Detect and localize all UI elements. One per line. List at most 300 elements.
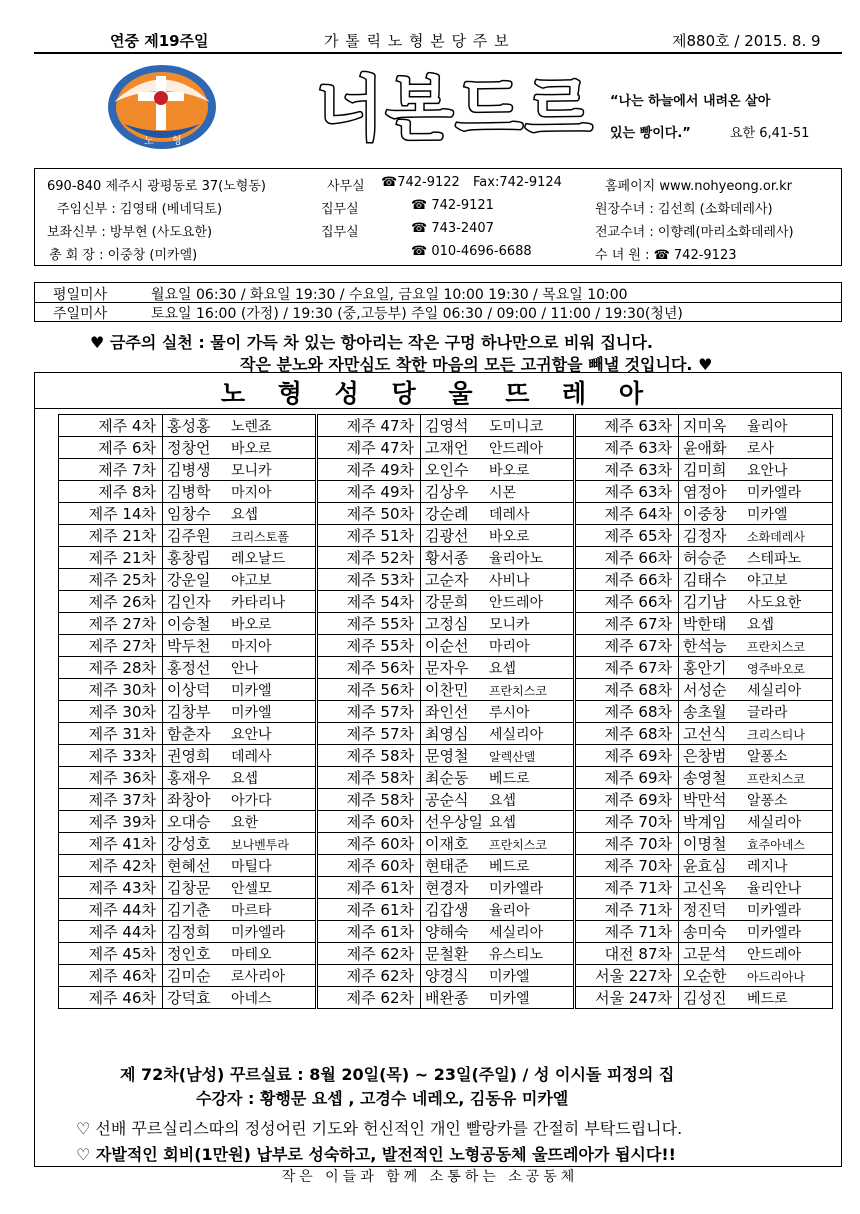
member-name: 공순식 [425,791,469,809]
member-cohort: 제주 27차 [59,635,163,657]
parish-logo [104,62,220,152]
member-name-cell [679,525,833,547]
member-name-cell [679,569,833,591]
member-name-cell [421,569,575,591]
member-cohort: 제주 28차 [59,657,163,679]
cursillo-notice: 제 72차(남성) 꾸르실료 : 8월 20일(목) ~ 23일(주일) / 성 이시돌 피정의 집 [120,1065,675,1084]
member-name: 송초월 [683,703,727,721]
member-cohort: 제주 42차 [59,855,163,877]
member-name-cell [679,877,833,899]
member-name-cell [421,481,575,503]
member-cohort: 제주 60차 [317,855,421,877]
member-cohort: 대전 87차 [575,943,679,965]
member-cohort: 제주 71차 [575,899,679,921]
table-row [59,415,833,437]
member-cohort: 제주 69차 [575,789,679,811]
member-cohort: 제주 52차 [317,547,421,569]
member-name-cell [163,833,317,855]
member-baptismal-name: 사비나 [489,573,530,589]
member-name: 최순동 [425,769,469,787]
member-baptismal-name: 유스티노 [489,947,544,963]
member-cohort: 제주 63차 [575,437,679,459]
member-baptismal-name: 알렉산델 [489,750,536,764]
member-name: 박계임 [683,813,727,831]
table-row [59,855,833,877]
member-name: 고정심 [425,615,469,633]
member-name-cell [679,657,833,679]
logo-text-left: 노 [144,136,154,147]
member-cohort: 제주 55차 [317,613,421,635]
weekly-practice-line1: ♥ 금주의 실천 : 물이 가득 차 있는 항아리는 작은 구멍 하나만으로 비워 집니다. [90,333,653,352]
member-name-cell [679,767,833,789]
mass-schedule [34,282,842,322]
footer-motto: 작은 이들과 함께 소통하는 소공동체 [281,1169,579,1185]
member-name: 윤애화 [683,439,727,457]
member-baptismal-name: 마지아 [231,485,272,501]
member-name-cell [163,877,317,899]
sunday-mass-times: 토요일 16:00 (가정) / 19:30 (중,고등부) 주일 06:30 / 09:00 / 11:00 / 19:30(청년) [151,306,683,322]
table-row [59,635,833,657]
member-name-cell [679,415,833,437]
member-baptismal-name: 글라라 [747,705,788,721]
member-cohort: 제주 64차 [575,503,679,525]
member-cohort: 제주 51차 [317,525,421,547]
member-name: 선우상일 [425,813,483,831]
sunday-mass-row [35,302,841,321]
member-name: 이승철 [167,615,211,633]
member-cohort: 제주 68차 [575,701,679,723]
member-name-cell [163,745,317,767]
member-name: 고순자 [425,571,469,589]
member-name: 홍재우 [167,769,211,787]
member-cohort: 제주 21차 [59,525,163,547]
member-cohort: 제주 58차 [317,745,421,767]
member-baptismal-name: 요셉 [489,793,517,809]
member-baptismal-name: 세실리아 [489,727,544,743]
member-name-cell [679,701,833,723]
member-cohort: 제주 58차 [317,789,421,811]
member-name: 정인호 [167,945,211,963]
member-name-cell [679,459,833,481]
member-baptismal-name: 요안나 [747,463,788,479]
member-name-cell [421,965,575,987]
member-baptismal-name: 바오로 [231,441,272,457]
weekday-mass-times: 월요일 06:30 / 화요일 19:30 / 수요일, 금요일 10:00 19:30 / 목요일 10:00 [151,287,628,303]
member-cohort: 제주 63차 [575,415,679,437]
member-name-cell [421,503,575,525]
member-cohort: 제주 67차 [575,635,679,657]
member-baptismal-name: 요셉 [231,771,259,787]
member-baptismal-name: 프란치스코 [489,684,547,698]
quote-line2: 있는 빵이다.” [610,126,691,141]
member-name: 홍창립 [167,549,211,567]
member-name: 김인자 [167,593,211,611]
member-baptismal-name: 도미니코 [489,419,544,435]
member-cohort: 제주 68차 [575,679,679,701]
member-name: 홍안기 [683,659,727,677]
member-name-cell [163,591,317,613]
member-name-cell [421,987,575,1009]
member-name-cell [163,657,317,679]
member-name-cell [421,767,575,789]
member-name-cell [679,591,833,613]
member-cohort: 제주 4차 [59,415,163,437]
table-row [59,877,833,899]
member-cohort: 제주 37차 [59,789,163,811]
member-name-cell [163,635,317,657]
member-baptismal-name: 요한 [231,815,259,831]
member-name-cell [163,613,317,635]
member-name-cell [421,415,575,437]
table-row [59,437,833,459]
member-cohort: 제주 66차 [575,547,679,569]
member-cohort: 제주 63차 [575,481,679,503]
member-cohort: 제주 62차 [317,987,421,1009]
member-name: 박두천 [167,637,211,655]
weekly-practice-line2: 작은 분노와 자만심도 착한 마음의 모든 고귀함을 빼낼 것입니다. ♥ [240,355,713,374]
table-row [59,899,833,921]
member-cohort: 제주 71차 [575,877,679,899]
member-name-cell [679,965,833,987]
member-name-cell [421,745,575,767]
member-name: 박만석 [683,791,727,809]
member-name-cell [421,899,575,921]
member-name: 홍성홍 [167,417,211,435]
member-cohort: 제주 39차 [59,811,163,833]
pastor: 주임신부 : 김영태 (베네딕토) [57,202,223,217]
member-name: 염정아 [683,483,727,501]
table-row [59,987,833,1009]
member-baptismal-name: 크리스토폴 [231,530,289,544]
member-name-cell [679,833,833,855]
member-name-cell [163,965,317,987]
member-baptismal-name: 노렌죠 [231,419,272,435]
dues-notice: ♡ 자발적인 회비(1만원) 납부로 성숙하고, 발전적인 노형공동체 울뜨레아가 됩시다!! [76,1145,676,1164]
member-name: 김정희 [167,923,211,941]
member-name: 이찬민 [425,681,469,699]
member-name-cell [421,613,575,635]
mission-sister: 전교수녀 : 이향례(마리소화데레사) [595,225,794,240]
member-name-cell [679,899,833,921]
member-cohort: 제주 8차 [59,481,163,503]
member-name-cell [421,921,575,943]
member-name: 강문희 [425,593,469,611]
member-baptismal-name: 루시아 [489,705,530,721]
member-cohort: 제주 70차 [575,855,679,877]
member-name: 문철환 [425,945,469,963]
top-header [34,30,842,52]
member-baptismal-name: 세실리아 [747,815,802,831]
member-cohort: 제주 58차 [317,767,421,789]
assistant-priest: 보좌신부 : 방부현 (사도요한) [47,225,213,240]
masthead-title: 너본드르 [316,68,595,150]
member-name-cell [679,745,833,767]
member-name-cell [163,943,317,965]
homepage: 홈페이지 www.nohyeong.or.kr [605,179,793,194]
member-cohort: 제주 33차 [59,745,163,767]
member-name: 권영희 [167,747,211,765]
member-cohort: 제주 66차 [575,591,679,613]
title-rule [34,408,842,409]
council-chair: 총 회 장 : 이중창 (미카엘) [49,248,198,263]
member-baptismal-name: 세실리아 [747,683,802,699]
member-name: 정진덕 [683,901,727,919]
head-sister: 원장수녀 : 김선희 (소화데레사) [595,202,773,217]
member-baptismal-name: 미카엘 [231,705,272,721]
member-name-cell [163,437,317,459]
logo-text-right: 형 [172,136,182,147]
chair-phone: ☎ 010-4696-6688 [411,244,532,259]
member-cohort: 제주 63차 [575,459,679,481]
member-name-cell [163,569,317,591]
member-name-cell [421,855,575,877]
member-baptismal-name: 율리아 [489,903,530,919]
member-cohort: 제주 45차 [59,943,163,965]
member-name: 오순한 [683,967,727,985]
member-name: 홍정선 [167,659,211,677]
member-baptismal-name: 요안나 [231,727,272,743]
member-cohort: 제주 7차 [59,459,163,481]
member-name: 김상우 [425,483,469,501]
member-name: 김미순 [167,967,211,985]
member-name-cell [421,591,575,613]
member-name: 김미희 [683,461,727,479]
member-name: 김창부 [167,703,211,721]
member-name: 김태수 [683,571,727,589]
member-cohort: 제주 46차 [59,965,163,987]
member-name-cell [421,833,575,855]
member-baptismal-name: 알퐁소 [747,793,788,809]
member-baptismal-name: 안드레아 [489,441,544,457]
member-name: 오대승 [167,813,211,831]
assistant-phone: ☎ 743-2407 [411,221,494,236]
member-baptismal-name: 요셉 [489,815,517,831]
member-baptismal-name: 요셉 [231,507,259,523]
member-name-cell [421,679,575,701]
member-name: 좌인선 [425,703,469,721]
member-name-cell [421,437,575,459]
member-name-cell [163,723,317,745]
table-row [59,811,833,833]
member-name-cell [421,525,575,547]
member-cohort: 제주 62차 [317,943,421,965]
table-row [59,657,833,679]
member-baptismal-name: 미카엘라 [747,903,802,919]
member-name-cell [679,921,833,943]
sunday-mass-label: 주일미사 [53,306,108,322]
member-baptismal-name: 알퐁소 [747,749,788,765]
member-cohort: 제주 55차 [317,635,421,657]
member-name: 한석능 [683,637,727,655]
member-cohort: 제주 67차 [575,613,679,635]
rectory2-label: 집무실 [321,225,359,240]
member-cohort: 제주 25차 [59,569,163,591]
member-baptismal-name: 안나 [231,661,259,677]
member-cohort: 제주 69차 [575,745,679,767]
member-cohort: 제주 60차 [317,833,421,855]
member-cohort: 제주 44차 [59,899,163,921]
trainees-notice: 수강자 : 황행문 요셉 , 고경수 네레오, 김동유 미카엘 [196,1089,569,1108]
table-row [59,789,833,811]
ultreya-members-table [58,414,833,1009]
member-name: 김영석 [425,417,469,435]
member-baptismal-name: 야고보 [747,573,788,589]
member-name-cell [421,723,575,745]
member-baptismal-name: 베드로 [489,859,530,875]
member-name: 임창수 [167,505,211,523]
member-baptismal-name: 효주아네스 [747,838,805,852]
member-cohort: 제주 57차 [317,701,421,723]
convent: 수 녀 원 : ☎ 742-9123 [595,248,737,263]
table-row [59,701,833,723]
member-name: 고신옥 [683,879,727,897]
member-name: 양경식 [425,967,469,985]
member-name: 강덕효 [167,989,211,1007]
member-baptismal-name: 베드로 [747,991,788,1007]
prayer-request: ♡ 선배 꾸르실리스따의 정성어린 기도와 헌신적인 개인 빨랑카를 간절히 부탁드립니다. [76,1119,683,1138]
member-baptismal-name: 보나벤투라 [231,838,289,852]
weekday-mass-label: 평일미사 [53,287,108,303]
member-baptismal-name: 안드레아 [489,595,544,611]
member-baptismal-name: 미카엘라 [231,925,286,941]
table-row [59,767,833,789]
member-baptismal-name: 로사 [747,441,775,457]
member-name: 김성진 [683,989,727,1007]
member-cohort: 제주 31차 [59,723,163,745]
member-name-cell [679,547,833,569]
member-baptismal-name: 마테오 [231,947,272,963]
table-row [59,921,833,943]
member-cohort: 제주 26차 [59,591,163,613]
weekday-mass-row [35,283,841,303]
member-baptismal-name: 안드레아 [747,947,802,963]
member-name: 은창범 [683,747,727,765]
address: 690-840 제주시 광평동로 37(노형동) [47,179,266,194]
member-name-cell [163,525,317,547]
member-baptismal-name: 요셉 [747,617,775,633]
member-baptismal-name: 마틸다 [231,859,272,875]
header-rule [34,52,842,54]
member-cohort: 제주 44차 [59,921,163,943]
fax-number: Fax:742-9124 [473,175,562,190]
member-name-cell [163,459,317,481]
member-baptismal-name: 아드리아나 [747,970,805,984]
member-name-cell [679,943,833,965]
member-name-cell [163,547,317,569]
member-cohort: 제주 60차 [317,811,421,833]
table-row [59,723,833,745]
member-cohort: 제주 65차 [575,525,679,547]
member-name-cell [421,943,575,965]
member-cohort: 제주 61차 [317,877,421,899]
member-baptismal-name: 아가다 [231,793,272,809]
member-baptismal-name: 카타리나 [231,595,286,611]
member-baptismal-name: 모니카 [489,617,530,633]
member-name: 강운일 [167,571,211,589]
member-cohort: 서울 247차 [575,987,679,1009]
member-cohort: 제주 66차 [575,569,679,591]
member-name: 윤효심 [683,857,727,875]
member-cohort: 제주 50차 [317,503,421,525]
member-name: 정창언 [167,439,211,457]
member-cohort: 제주 56차 [317,679,421,701]
member-name: 이재호 [425,835,469,853]
member-name: 김기춘 [167,901,211,919]
member-name-cell [163,701,317,723]
member-baptismal-name: 율리아노 [489,551,544,567]
table-row [59,679,833,701]
member-cohort: 제주 46차 [59,987,163,1009]
member-baptismal-name: 아네스 [231,991,272,1007]
member-name-cell [421,811,575,833]
member-baptismal-name: 프란치스코 [747,640,805,654]
member-baptismal-name: 영주바오로 [747,662,805,676]
member-name-cell [679,723,833,745]
member-name: 김병학 [167,483,211,501]
member-name: 이중창 [683,505,727,523]
member-name-cell [679,789,833,811]
member-name-cell [679,503,833,525]
member-baptismal-name: 소화데레사 [747,530,805,544]
member-name-cell [679,987,833,1009]
member-name: 지미옥 [683,417,727,435]
member-baptismal-name: 미카엘 [747,507,788,523]
member-baptismal-name: 마리아 [489,639,530,655]
member-name-cell [163,987,317,1009]
member-name: 문영철 [425,747,469,765]
member-baptismal-name: 바오로 [231,617,272,633]
table-row [59,525,833,547]
member-cohort: 제주 21차 [59,547,163,569]
member-name: 고재언 [425,439,469,457]
member-name-cell [679,437,833,459]
member-cohort: 제주 61차 [317,899,421,921]
member-name: 이순선 [425,637,469,655]
member-name-cell [679,481,833,503]
member-cohort: 제주 30차 [59,679,163,701]
member-baptismal-name: 미카엘라 [489,881,544,897]
member-name-cell [163,481,317,503]
member-name: 송미숙 [683,923,727,941]
member-baptismal-name: 안셀모 [231,881,272,897]
member-cohort: 제주 70차 [575,833,679,855]
member-baptismal-name: 마르타 [231,903,272,919]
table-row [59,943,833,965]
member-name: 현태준 [425,857,469,875]
member-cohort: 제주 36차 [59,767,163,789]
member-baptismal-name: 프란치스코 [489,838,547,852]
member-cohort: 제주 54차 [317,591,421,613]
member-cohort: 제주 43차 [59,877,163,899]
member-baptismal-name: 데레사 [489,507,530,523]
member-name: 황서종 [425,549,469,567]
member-name: 송영철 [683,769,727,787]
member-name: 현혜선 [167,857,211,875]
member-name-cell [163,415,317,437]
member-baptismal-name: 프란치스코 [747,772,805,786]
table-row [59,503,833,525]
member-cohort: 제주 56차 [317,657,421,679]
member-cohort: 제주 6차 [59,437,163,459]
member-name: 김주원 [167,527,211,545]
quote-reference: 요한 6,41-51 [730,126,810,141]
member-baptismal-name: 베드로 [489,771,530,787]
parish-info-box [34,168,842,266]
member-name: 김기남 [683,593,727,611]
member-name: 박한태 [683,615,727,633]
member-name-cell [421,701,575,723]
member-baptismal-name: 바오로 [489,463,530,479]
